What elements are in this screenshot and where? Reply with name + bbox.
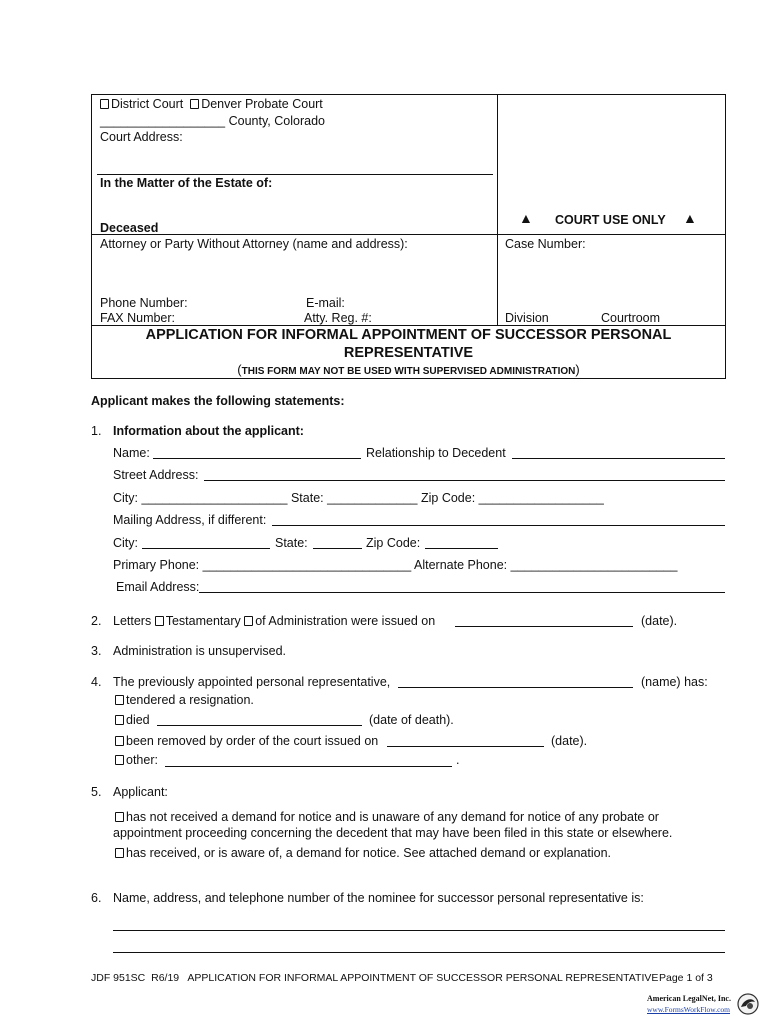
no-demand-text-line-1: has not received a demand for notice and is unaware of any demand for notice of any probate or	[126, 810, 659, 824]
died-label: died	[126, 713, 150, 727]
publisher-badge	[645, 990, 760, 1018]
intro-statement: Applicant makes the following statements:	[91, 394, 345, 408]
caption-left-divider-1	[97, 174, 493, 175]
court-selection-line	[100, 97, 323, 111]
other-checkbox[interactable]	[115, 755, 124, 765]
court-use-arrow-left-icon: ▲	[519, 210, 533, 226]
removed-label: been removed by order of the court issued on	[126, 734, 379, 748]
mailing-address-field[interactable]	[272, 525, 725, 526]
section-6-text: Name, address, and telephone number of the nominee for successor personal representative is:	[113, 891, 644, 905]
demand-received-checkbox[interactable]	[115, 848, 124, 858]
relationship-label: Relationship to Decedent	[366, 446, 506, 460]
previous-pr-name-field[interactable]	[398, 687, 633, 688]
subtitle-text: THIS FORM MAY NOT BE USED WITH SUPERVISED ADMINISTRATION	[241, 366, 576, 377]
other-option	[115, 753, 158, 767]
primary-phone-label: Primary Phone:	[113, 558, 200, 572]
letters-label: Letters	[113, 614, 152, 628]
mailing-address-label: Mailing Address, if different:	[113, 513, 267, 527]
footer-line	[91, 972, 658, 984]
city-2-label: City:	[113, 536, 138, 550]
date-of-death-field[interactable]	[157, 725, 362, 726]
section-4-text: The previously appointed personal representative,	[113, 675, 391, 689]
footer-form-id: JDF 951SC	[91, 972, 146, 984]
name-has-label: (name) has:	[641, 675, 708, 689]
administration-checkbox[interactable]	[244, 616, 253, 626]
denver-probate-checkbox[interactable]	[190, 99, 199, 109]
demand-received-option	[115, 846, 611, 860]
alternate-phone-label: Alternate Phone:	[414, 558, 508, 572]
street-address-field[interactable]	[204, 480, 725, 481]
name-label: Name:	[113, 446, 150, 460]
publisher-name: American LegalNet, Inc.	[647, 994, 731, 1003]
footer-revision: R6/19	[151, 972, 180, 984]
phone-line	[113, 558, 677, 572]
other-explanation-field[interactable]	[165, 766, 452, 767]
section-5-heading: Applicant:	[113, 785, 168, 799]
email-address-field[interactable]	[199, 592, 725, 593]
removal-date-field[interactable]	[387, 746, 544, 747]
caption-divider-3	[91, 325, 726, 326]
alternate-phone-field[interactable]: ________________________	[510, 558, 678, 572]
section-1-number: 1.	[91, 424, 102, 438]
footer-form-title: APPLICATION FOR INFORMAL APPOINTMENT OF SUCCESSOR PERSONAL REPRESENTATIVE	[187, 972, 659, 984]
section-5-number: 5.	[91, 785, 102, 799]
footer-page-number: Page 1 of 3	[659, 972, 713, 984]
date-of-death-label: (date of death).	[369, 713, 454, 727]
city-field[interactable]: _____________________	[141, 491, 288, 505]
no-demand-checkbox[interactable]	[115, 812, 124, 822]
subtitle-paren-open: (	[237, 362, 242, 377]
atty-reg-label: Atty. Reg. #:	[304, 311, 372, 325]
court-use-only-label: COURT USE ONLY	[555, 213, 666, 227]
letters-date-suffix: (date).	[641, 614, 678, 628]
name-field[interactable]	[153, 458, 361, 459]
no-demand-option	[115, 810, 659, 824]
administration-label: of Administration were issued on	[255, 614, 436, 628]
email-address-label: Email Address:	[116, 580, 200, 594]
demand-received-text: has received, or is aware of, a demand for notice. See attached demand or explanation.	[126, 846, 612, 860]
district-court-label: District Court	[111, 97, 184, 111]
resignation-option	[115, 693, 254, 707]
court-address-label: Court Address:	[100, 130, 183, 144]
publisher-url[interactable]: www.FormsWorkFlow.com	[647, 1005, 731, 1014]
removed-option	[115, 734, 378, 748]
street-address-label: Street Address:	[113, 468, 199, 482]
district-court-checkbox[interactable]	[100, 99, 109, 109]
fax-number-label: FAX Number:	[100, 311, 176, 325]
form-title-line-2: REPRESENTATIVE	[343, 345, 474, 361]
section-2-line	[113, 614, 435, 628]
caption-middle-divider	[497, 94, 498, 326]
letters-issued-date-field[interactable]	[455, 626, 633, 627]
courtroom-label: Courtroom	[601, 311, 661, 325]
state-2-field[interactable]	[313, 548, 362, 549]
section-3-number: 3.	[91, 644, 102, 658]
phone-number-label: Phone Number:	[100, 296, 188, 310]
city-label: City:	[113, 491, 138, 505]
section-2-number: 2.	[91, 614, 102, 628]
state-2-label: State:	[275, 536, 308, 550]
resignation-checkbox[interactable]	[115, 695, 124, 705]
city-line	[113, 491, 604, 505]
estate-label: In the Matter of the Estate of:	[100, 176, 273, 190]
state-field[interactable]: _____________	[327, 491, 418, 505]
form-title-line-1: APPLICATION FOR INFORMAL APPOINTMENT OF SUCCESSOR PERSONAL	[145, 327, 672, 343]
removal-date-label: (date).	[551, 734, 588, 748]
state-label: State:	[290, 491, 324, 505]
primary-phone-field[interactable]: ______________________________	[202, 558, 412, 572]
caption-top-border	[91, 94, 726, 95]
county-blank[interactable]: __________________	[100, 114, 226, 128]
other-label: other:	[126, 753, 158, 767]
zip-field[interactable]: __________________	[478, 491, 604, 505]
county-line	[100, 114, 325, 128]
division-label: Division	[505, 311, 549, 325]
nominee-line-2[interactable]	[113, 952, 725, 953]
subtitle-paren-close: )	[575, 362, 580, 377]
caption-right-divider-1	[497, 234, 725, 235]
deceased-label: Deceased	[100, 221, 159, 235]
court-use-arrow-right-icon: ▲	[683, 210, 697, 226]
case-number-label: Case Number:	[505, 237, 586, 251]
nominee-line-1[interactable]	[113, 930, 725, 931]
died-checkbox[interactable]	[115, 715, 124, 725]
section-3-text: Administration is unsupervised.	[113, 644, 286, 658]
city-2-field[interactable]	[142, 548, 270, 549]
zip-2-field[interactable]	[425, 548, 498, 549]
zip-2-label: Zip Code:	[366, 536, 421, 550]
removed-checkbox[interactable]	[115, 736, 124, 746]
attorney-label: Attorney or Party Without Attorney (name and address):	[100, 237, 408, 251]
email-label: E-mail:	[306, 296, 345, 310]
resignation-label: tendered a resignation.	[126, 693, 254, 707]
county-label: County, Colorado	[228, 114, 325, 128]
no-demand-text-line-2: appointment proceeding concerning the decedent that may have been filed in this state or elsewhere.	[113, 826, 673, 840]
other-period: .	[456, 753, 460, 767]
section-4-number: 4.	[91, 675, 102, 689]
testamentary-checkbox[interactable]	[155, 616, 164, 626]
section-6-number: 6.	[91, 891, 102, 905]
publisher-logo-icon	[737, 992, 759, 1016]
caption-bottom-border	[91, 378, 726, 379]
denver-probate-label: Denver Probate Court	[201, 97, 323, 111]
testamentary-label: Testamentary	[165, 614, 241, 628]
died-option	[115, 713, 150, 727]
zip-label: Zip Code:	[420, 491, 476, 505]
section-1-heading: Information about the applicant:	[113, 424, 304, 438]
form-subtitle	[91, 362, 726, 377]
relationship-field[interactable]	[512, 458, 725, 459]
